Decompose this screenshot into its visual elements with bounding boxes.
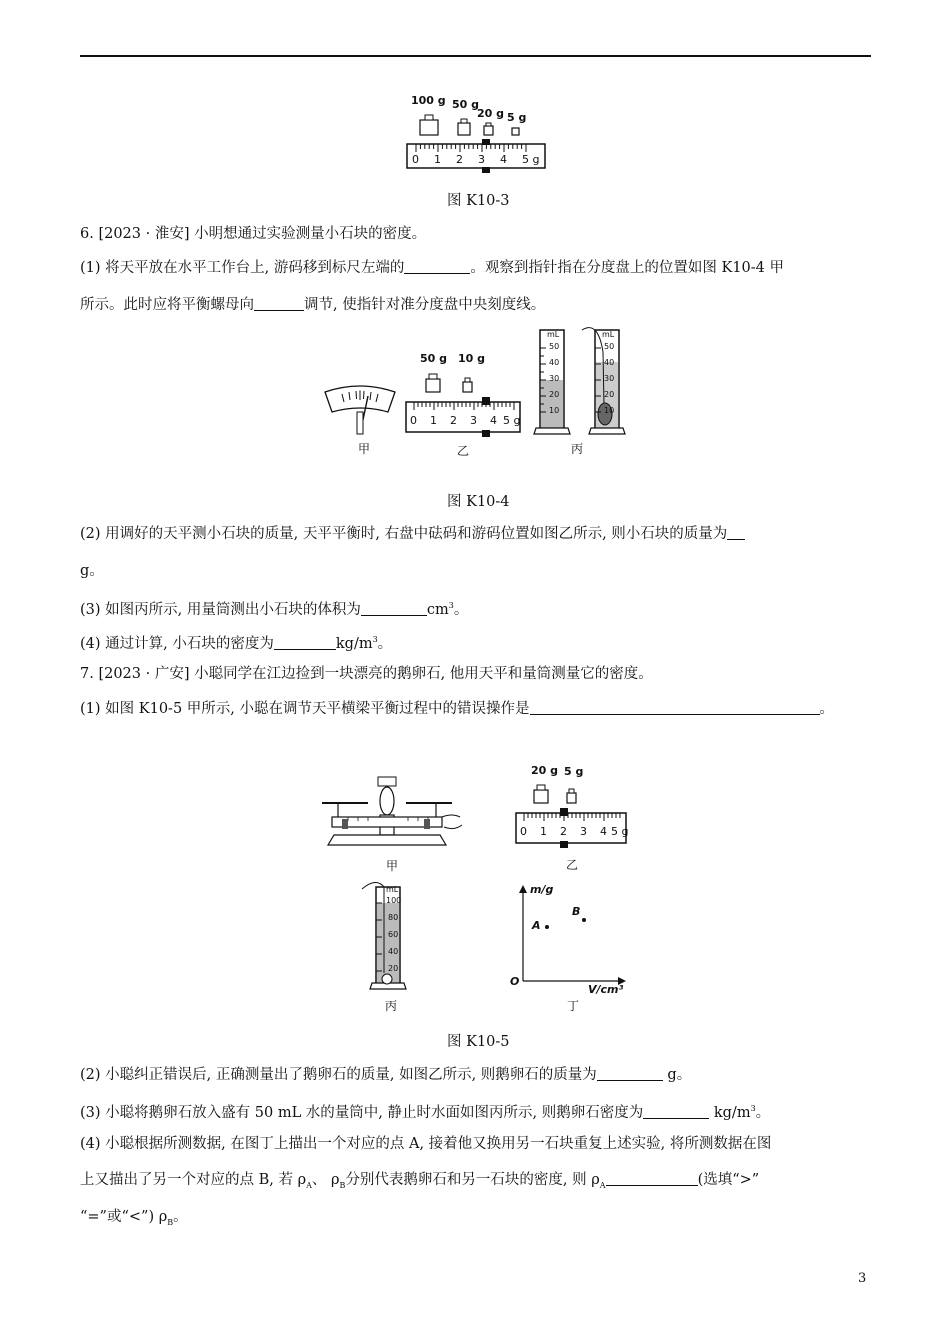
figure-caption: 图 K10-3	[447, 193, 510, 209]
scale-tick: 0	[520, 825, 527, 838]
answer-blank[interactable]	[597, 1066, 663, 1081]
figure-caption: 图 K10-5	[447, 1034, 510, 1050]
scale-tick: 2	[450, 414, 457, 427]
question-7-part-3	[80, 1099, 770, 1123]
weight-label: 5 g	[507, 111, 527, 124]
scale-tick: 0	[410, 414, 417, 427]
answer-blank[interactable]	[643, 1104, 709, 1119]
q7-p1-end: 。	[819, 701, 834, 717]
q7-p1-text: (1) 如图 K10-5 甲所示, 小聪在调节天平横梁平衡过程中的错误操作是	[80, 701, 530, 717]
cylinder-tick: 50	[604, 342, 615, 351]
sub-figure-label: 乙	[566, 858, 579, 872]
answer-blank[interactable]	[254, 296, 304, 311]
figure-k10-4	[320, 322, 630, 462]
q7-p3-unit: kg/m	[709, 1104, 751, 1121]
q6-p4-end: 。	[377, 635, 393, 652]
sub-figure-label: 丁	[567, 999, 580, 1013]
q7-p3-exp: 3	[750, 1104, 756, 1113]
answer-blank[interactable]	[361, 601, 427, 616]
scale-tick: 4	[600, 825, 607, 838]
cylinder-tick: 80	[388, 913, 399, 922]
cylinder-tick: 40	[604, 358, 615, 367]
q6-p2-text: (2) 用调好的天平测小石块的质量, 天平平衡时, 右盘中砝码和游码位置如图乙所示, 则小石块的质量为	[80, 526, 728, 542]
cylinder-tick: 10	[604, 406, 615, 415]
q7-p4-text-a: 上又描出了另一个对应的点 B, 若 ρ	[80, 1172, 307, 1188]
question-6-part-4	[80, 630, 392, 654]
cylinder-tick: 100	[386, 896, 402, 905]
figure-k10-5	[318, 755, 638, 1020]
point-b-label: B	[572, 905, 581, 918]
weight-label: 5 g	[564, 765, 584, 778]
scale-tick: 4	[490, 414, 497, 427]
weight-label: 20 g	[477, 107, 505, 120]
q6-p4-unit: kg/m	[335, 635, 373, 652]
answer-blank[interactable]	[274, 635, 336, 650]
q7-p3-end: 。	[755, 1104, 771, 1121]
answer-blank[interactable]	[404, 259, 470, 274]
q6-p1-text2: 所示。此时应将平衡螺母向	[80, 297, 254, 313]
question-6-part-3	[80, 596, 468, 620]
scale-tick: 3	[470, 414, 477, 427]
scale-tick: 1	[540, 825, 547, 838]
question-7-part-4: (4) 小聪根据所测数据, 在图丁上描出一个对应的点 A, 接着他又换用另一石块重复上述实验, 将所测数据在图	[80, 1136, 772, 1152]
question-7-part-4-cont2	[80, 1207, 188, 1233]
scale-tick: 2	[560, 825, 567, 838]
question-6-part-2-cont: g。	[80, 563, 104, 579]
weight-label: 20 g	[531, 764, 559, 777]
answer-blank[interactable]	[606, 1171, 698, 1186]
weight-label: 50 g	[420, 352, 448, 365]
figure-k10-3	[400, 92, 550, 177]
q7-p4-text-f: 。	[173, 1209, 188, 1225]
sub-figure-label: 丙	[385, 999, 398, 1013]
graph-origin: O	[510, 975, 520, 988]
scale-tick: 3	[478, 153, 485, 166]
weight-label: 100 g	[411, 94, 446, 107]
scale-tick: 5 g	[503, 414, 521, 427]
sub-figure-label: 丙	[571, 442, 584, 456]
question-7-stem: 7. [2023 · 广安] 小聪同学在江边捡到一块漂亮的鹅卵石, 他用天平和量筒测量它的密度。	[80, 666, 653, 682]
cylinder-tick: 10	[549, 406, 560, 415]
point-a-label: A	[532, 919, 541, 932]
figure-caption: 图 K10-4	[447, 494, 510, 510]
question-6-part-1-cont	[80, 295, 545, 315]
cylinder-tick: 20	[388, 964, 399, 973]
question-6-part-1	[80, 258, 784, 278]
graph-y-label: m/g	[530, 883, 554, 896]
q6-p3-exp: 3	[448, 601, 454, 610]
q7-p2-end: g。	[662, 1067, 692, 1083]
q7-p4-text-d: (选填“>”	[697, 1172, 760, 1188]
question-7-part-1	[80, 699, 834, 719]
q7-p4-text-c: 分别代表鹅卵石和另一石块的密度, 则 ρ	[345, 1172, 600, 1188]
scale-tick: 4	[500, 153, 507, 166]
answer-blank[interactable]	[727, 525, 745, 540]
q6-p3-end: 。	[453, 601, 469, 618]
scale-tick: 5 g	[522, 153, 540, 166]
q7-p4-sub-d: B	[167, 1217, 174, 1227]
page-number: 3	[858, 1271, 867, 1286]
scale-tick: 5 g	[611, 825, 629, 838]
cylinder-unit: mL	[547, 330, 560, 339]
q7-p4-text-b: 、 ρ	[311, 1172, 340, 1188]
question-7-part-4-cont	[80, 1170, 759, 1196]
cylinder-tick: 20	[604, 390, 615, 399]
question-7-part-2	[80, 1065, 691, 1085]
scale-tick: 3	[580, 825, 587, 838]
cylinder-unit: mL	[386, 885, 399, 894]
q7-p4-sub-a: A	[306, 1180, 312, 1190]
scale-tick: 2	[456, 153, 463, 166]
q6-p1-text-end: 。观察到指针指在分度盘上的位置如图 K10-4 甲	[470, 260, 784, 276]
cylinder-tick: 40	[388, 947, 399, 956]
cylinder-tick: 50	[549, 342, 560, 351]
scale-tick: 0	[412, 153, 419, 166]
top-rule	[80, 55, 871, 57]
figure-k10-5-drawing	[318, 755, 638, 1020]
scale-tick: 1	[434, 153, 441, 166]
q6-p3-text: (3) 如图丙所示, 用量筒测出小石块的体积为	[80, 601, 361, 618]
q6-p3-unit: cm	[426, 601, 449, 618]
q7-p2-text: (2) 小聪纠正错误后, 正确测量出了鹅卵石的质量, 如图乙所示, 则鹅卵石的质量为	[80, 1067, 597, 1083]
answer-blank[interactable]	[530, 700, 820, 715]
q6-p1-text2-end: 调节, 使指针对准分度盘中央刻度线。	[304, 297, 546, 313]
q7-p3-text: (3) 小聪将鹅卵石放入盛有 50 mL 水的量筒中, 静止时水面如图丙所示, 则鹅卵石密度为	[80, 1104, 644, 1121]
cylinder-tick: 20	[549, 390, 560, 399]
cylinder-tick: 30	[549, 374, 560, 383]
scale-tick: 1	[430, 414, 437, 427]
cylinder-unit: mL	[602, 330, 615, 339]
q7-p4-sub-c: A	[599, 1180, 606, 1190]
question-6-part-2	[80, 524, 745, 544]
q7-p4-text-e: “=”或“<”) ρ	[80, 1209, 168, 1225]
q6-p4-exp: 3	[372, 635, 378, 644]
sub-figure-label: 乙	[457, 444, 470, 458]
weight-label: 10 g	[458, 352, 486, 365]
weight-label: 50 g	[452, 98, 480, 111]
q6-p4-text: (4) 通过计算, 小石块的密度为	[80, 635, 274, 652]
cylinder-tick: 60	[388, 930, 399, 939]
q7-p4-sub-b: B	[339, 1180, 346, 1190]
cylinder-tick: 40	[549, 358, 560, 367]
cylinder-tick: 30	[604, 374, 615, 383]
graph-x-label: V/cm³	[588, 983, 624, 996]
question-6-stem: 6. [2023 · 淮安] 小明想通过实验测量小石块的密度。	[80, 226, 427, 242]
sub-figure-label: 甲	[386, 859, 399, 873]
sub-figure-label: 甲	[358, 442, 371, 456]
q6-p1-text: (1) 将天平放在水平工作台上, 游码移到标尺左端的	[80, 260, 405, 276]
